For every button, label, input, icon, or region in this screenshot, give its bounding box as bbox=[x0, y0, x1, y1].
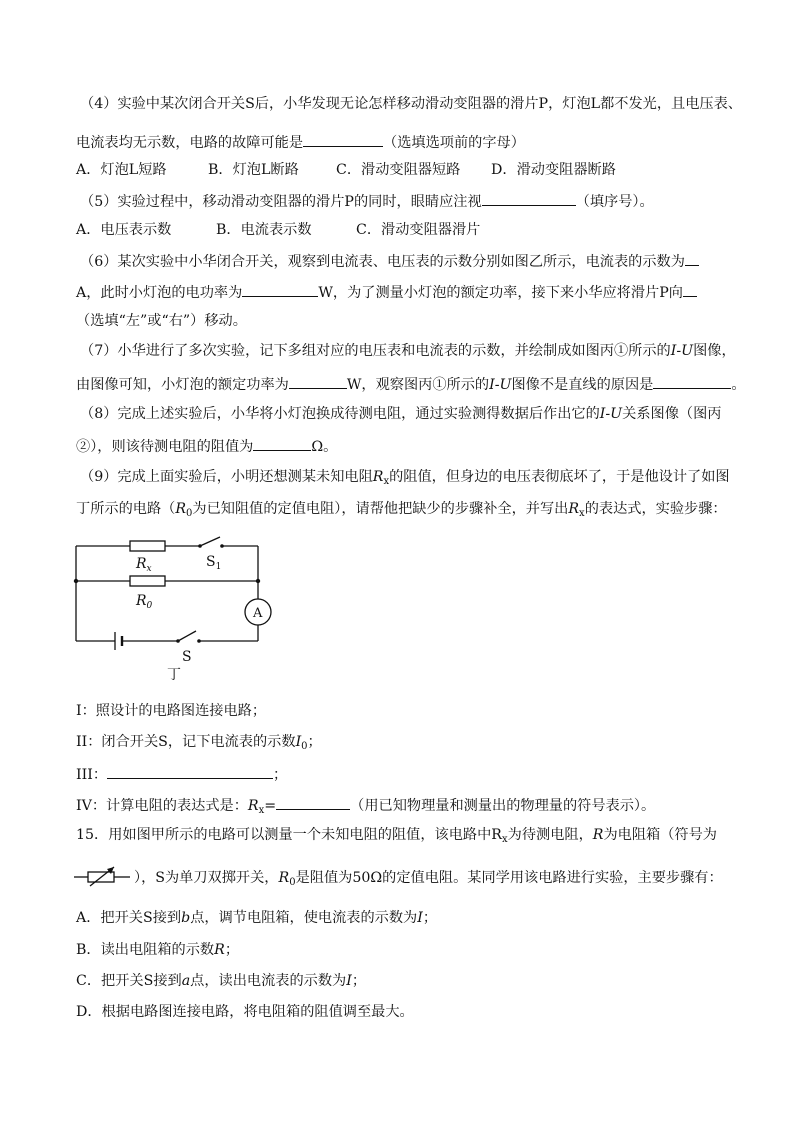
q4-line-1: （4）实验中某次闭合开关S后，小华发现无论怎样移动滑动变阻器的滑片P，灯泡L都不发光，且电压表、 bbox=[80, 96, 742, 112]
circuit-diagram bbox=[60, 530, 290, 690]
q9-line-1: （9）完成上面实验后，小明还想测某未知电阻$R_x$的阻值，但身边的电压表彻底坏了，于是他设计了如图 bbox=[80, 469, 730, 487]
label-s1: $S_1$ bbox=[206, 554, 222, 572]
resistor-rx bbox=[130, 541, 165, 551]
label-ammeter: A bbox=[253, 606, 263, 621]
q8-line-2: ②），则该待测电阻的阻值为 Ω。 bbox=[76, 435, 337, 457]
q5-options bbox=[76, 220, 480, 240]
q5-option-a: A．电压表示数 bbox=[76, 222, 172, 238]
q15-line-1: 15．用如图甲所示的电路可以测量一个未知电阻的阻值，该电路中$R_x$为待测电阻，R为电阻箱（符号为 bbox=[76, 827, 717, 845]
q9-formula-blank[interactable] bbox=[276, 794, 350, 810]
q15-step-a: A．把开关S接到b点，调节电阻箱，使电流表的示数为I； bbox=[76, 910, 438, 926]
figure-caption: 丁 bbox=[167, 667, 181, 683]
q6-current-blank[interactable] bbox=[685, 250, 699, 266]
q9-step-3: III： ； bbox=[76, 763, 287, 785]
q5-option-b: B．电流表示数 bbox=[216, 222, 312, 238]
q15-line-2: ），S为单刀双掷开关，$R_0$是阻值为50Ω的定值电阻。某同学用该电路进行实验，主要步骤有： bbox=[134, 870, 723, 888]
q9-step-2: II：闭合开关S，记下电流表的示数$I_0$； bbox=[76, 734, 322, 752]
q4-answer-blank[interactable] bbox=[303, 131, 383, 147]
q7-power-blank[interactable] bbox=[289, 373, 347, 389]
switch-s-blade bbox=[178, 631, 196, 641]
q7-line-2: 由图像可知，小灯泡的额定功率为 W，观察图丙①所示的I-U图像不是直线的原因是 。 bbox=[76, 373, 746, 395]
q5-answer-blank[interactable] bbox=[482, 190, 576, 206]
q4-option-d: D．滑动变阻器断路 bbox=[491, 162, 616, 178]
resistance-box-symbol bbox=[74, 864, 130, 888]
q6-power-blank[interactable] bbox=[242, 281, 318, 297]
q9-step-3-blank[interactable] bbox=[107, 763, 273, 779]
q7-reason-blank[interactable] bbox=[653, 373, 731, 389]
resistor-r0 bbox=[130, 576, 165, 586]
q9-line-2: 丁所示的电路（$R_0$为已知阻值的定值电阻），请帮他把缺少的步骤补全，并写出$R_x$的表达式，实验步骤： bbox=[76, 501, 727, 519]
q9-step-4: IV：计算电阻的表达式是：$R_x=$ （用已知物理量和测量出的物理量的符号表示）。 bbox=[76, 794, 655, 816]
q15-step-b: B．读出电阻箱的示数R； bbox=[76, 942, 240, 958]
q4-option-b: B．灯泡L断路 bbox=[208, 162, 299, 178]
q15-step-d: D．根据电路图连接电路，将电阻箱的阻值调至最大。 bbox=[76, 1004, 414, 1020]
q8-line-1: （8）完成上述实验后，小华将小灯泡换成待测电阻，通过实验测得数据后作出它的I-U关系图像（图丙 bbox=[80, 406, 722, 422]
q6-line-1: （6）某次实验中小华闭合开关，观察到电流表、电压表的示数分别如图乙所示，电流表的示数为 bbox=[80, 250, 699, 272]
q5-option-c: C．滑动变阻器滑片 bbox=[356, 222, 481, 238]
q4-option-a: A．灯泡L短路 bbox=[76, 162, 167, 178]
label-r0: $R_0$ bbox=[136, 593, 153, 611]
q9-step-1: I：照设计的电路图连接电路； bbox=[76, 703, 267, 719]
q15-step-c: C．把开关S接到a点，读出电流表的示数为I； bbox=[76, 973, 367, 989]
q7-line-1: （7）小华进行了多次实验，记下多组对应的电压表和电流表的示数，并绘制成如图丙①所示的I-U图像， bbox=[80, 343, 736, 359]
q5-line-1: （5）实验过程中，移动滑动变阻器的滑片P的同时，眼睛应注视 （填序号）。 bbox=[80, 190, 654, 212]
q6-line-3: （选填“左”或“右”）移动。 bbox=[76, 313, 247, 329]
q4-line-2: 电流表均无示数，电路的故障可能是 （选填选项前的字母） bbox=[76, 131, 525, 153]
q4-options bbox=[76, 160, 616, 180]
label-s: S bbox=[182, 649, 192, 665]
q4-option-c: C．滑动变阻器短路 bbox=[336, 162, 461, 178]
q6-line-2: A，此时小灯泡的电功率为 W，为了测量小灯泡的额定功率，接下来小华应将滑片P向 bbox=[76, 281, 697, 303]
label-rx: $R_x$ bbox=[136, 556, 152, 574]
q8-resistance-blank[interactable] bbox=[253, 435, 311, 451]
q6-direction-blank[interactable] bbox=[683, 281, 697, 297]
switch-s1-blade bbox=[200, 537, 220, 546]
